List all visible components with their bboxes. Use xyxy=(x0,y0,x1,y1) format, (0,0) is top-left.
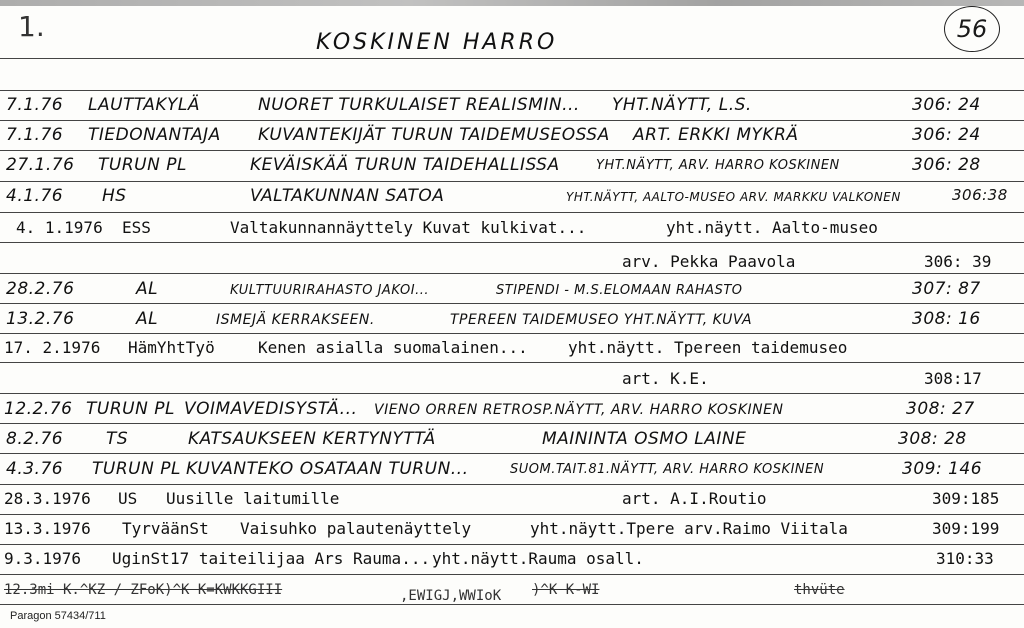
entry-ref: 309:199 xyxy=(932,519,1000,538)
entry-source: TIEDONANTAJA xyxy=(88,125,221,145)
entry-ref: 306: 24 xyxy=(912,95,981,115)
entry-date: 4.3.76 xyxy=(6,459,64,479)
entry-ref: 306:38 xyxy=(952,186,1008,204)
entry-text: KUVANTEKIJÄT TURUN TAIDEMUSEOSSA xyxy=(258,125,610,145)
entry-source: AL xyxy=(136,309,159,329)
entry-note: YHT.NÄYTT, AALTO-MUSEO ARV. MARKKU VALKONEN xyxy=(566,190,901,204)
entry-date: 13.2.76 xyxy=(6,309,75,329)
entry-text: NUORET TURKULAISET REALISMIN... xyxy=(258,95,580,115)
rule-line xyxy=(0,212,1024,213)
rule-line xyxy=(0,362,1024,363)
circled-number: 56 xyxy=(944,6,1000,52)
entry-date: 9.3.1976 xyxy=(4,549,82,568)
entry-ref: 306: 24 xyxy=(912,125,981,145)
entry-text: VOIMAVEDISYSTÄ... xyxy=(184,399,358,419)
entry-note: STIPENDI - M.S.ELOMAAN RAHASTO xyxy=(496,283,743,298)
entry-note: YHT.NÄYTT, L.S. xyxy=(612,95,752,115)
entry-note: VIENO ORREN RETROSP.NÄYTT, ARV. HARRO KOSKINEN xyxy=(374,402,784,418)
entry-note: MAININTA OSMO LAINE xyxy=(542,429,747,449)
rule-line xyxy=(0,303,1024,304)
entry-ref: 309:185 xyxy=(932,489,1000,508)
entry-source: TS xyxy=(106,429,129,449)
entry-ref: 310:33 xyxy=(936,549,994,568)
rule-line xyxy=(0,242,1024,243)
entry-note: art. K.E. xyxy=(622,369,709,388)
entry-note: yht.näytt. Aalto-museo xyxy=(666,218,878,237)
rule-line xyxy=(0,90,1024,91)
entry-ref: 307: 87 xyxy=(912,279,981,299)
entry-date: 13.3.1976 xyxy=(4,519,91,538)
card-title: KOSKINEN HARRO xyxy=(316,30,558,55)
entry-note: SUOM.TAIT.81.NÄYTT, ARV. HARRO KOSKINEN xyxy=(510,462,825,477)
card-number: 1. xyxy=(18,10,45,43)
printer-imprint: Paragon 57434/711 xyxy=(10,610,106,622)
entry-text: 17 taiteilijaa Ars Rauma... xyxy=(170,549,431,568)
entry-source: TURUN PL xyxy=(98,155,187,175)
entry-note: yht.näytt.Rauma osall. xyxy=(432,549,644,568)
entry-source: LAUTTAKYLÄ xyxy=(88,95,201,115)
entry-date: 8.2.76 xyxy=(6,429,64,449)
entry-text: KEVÄISKÄÄ TURUN TAIDEHALLISSA xyxy=(250,155,560,175)
rule-line xyxy=(0,393,1024,394)
entry-date: 27.1.76 xyxy=(6,155,75,175)
entry-source: UginSt xyxy=(112,549,170,568)
entry-text: VALTAKUNNAN SATOA xyxy=(250,186,445,206)
entry-note: TPEREEN TAIDEMUSEO YHT.NÄYTT, KUVA xyxy=(450,312,753,328)
rule-line xyxy=(0,150,1024,151)
entry-source: TyrväänSt xyxy=(122,519,209,538)
entry-note: art. A.I.Routio xyxy=(622,489,767,508)
rule-line xyxy=(0,181,1024,182)
entry-note: yht.näytt. Tpereen taidemuseo xyxy=(568,338,848,357)
entry-source: HämYhtTyö xyxy=(128,338,215,357)
entry-date: 7.1.76 xyxy=(6,95,64,115)
entry-text: Uusille laitumille xyxy=(166,489,340,508)
entry-date: 28.3.1976 xyxy=(4,489,91,508)
entry-ref: 308:17 xyxy=(924,369,982,388)
entry-text: Valtakunnannäyttely Kuvat kulkivat... xyxy=(230,218,587,237)
rule-line xyxy=(0,574,1024,575)
entry-source: US xyxy=(118,489,138,508)
garbled-line-part: )^K K-WI xyxy=(532,582,600,598)
scan-edge xyxy=(0,0,1024,6)
rule-line xyxy=(0,423,1024,424)
entry-source: ESS xyxy=(122,218,151,237)
entry-note: yht.näytt.Tpere arv.Raimo Viitala xyxy=(530,519,848,538)
rule-line xyxy=(0,514,1024,515)
entry-date: 4.1.76 xyxy=(6,186,64,206)
entry-text: KUVANTEKO OSATAAN TURUN... xyxy=(186,459,469,479)
entry-text: Kenen asialla suomalainen... xyxy=(258,338,528,357)
rule-line xyxy=(0,544,1024,545)
entry-date: 7.1.76 xyxy=(6,125,64,145)
entry-source: AL xyxy=(136,279,159,299)
entry-note: arv. Pekka Paavola xyxy=(622,252,796,271)
entry-ref: 306: 39 xyxy=(924,252,992,271)
entry-source: TURUN PL xyxy=(92,459,181,479)
entry-text: KULTTUURIRAHASTO JAKOI... xyxy=(230,283,429,298)
entry-ref: 308: 27 xyxy=(906,399,975,419)
entry-ref: 308: 16 xyxy=(912,309,981,329)
rule-line xyxy=(0,120,1024,121)
entry-date: 12.2.76 xyxy=(4,399,73,419)
entry-note: ART. ERKKI MYKRÄ xyxy=(633,125,799,145)
entry-ref: 306: 28 xyxy=(912,155,981,175)
entry-date: 17. 2.1976 xyxy=(4,338,101,357)
entry-date: 4. 1.1976 xyxy=(16,218,103,237)
entry-text: ISMEJÄ KERRAKSEEN. xyxy=(216,312,375,328)
entry-ref: 308: 28 xyxy=(898,429,967,449)
entry-source: HS xyxy=(102,186,127,206)
rule-line xyxy=(0,484,1024,485)
rule-line xyxy=(0,58,1024,59)
entry-ref: 309: 146 xyxy=(902,459,983,479)
garbled-line-part: thvüte xyxy=(794,582,845,598)
entry-date: 28.2.76 xyxy=(6,279,75,299)
rule-line xyxy=(0,333,1024,334)
garbled-line-part: ,EWIGJ,WWIoK xyxy=(400,588,502,604)
entry-note: YHT.NÄYTT, ARV. HARRO KOSKINEN xyxy=(596,158,840,173)
rule-line xyxy=(0,604,1024,605)
entry-text: KATSAUKSEEN KERTYNYTTÄ xyxy=(188,429,436,449)
entry-source: TURUN PL xyxy=(86,399,175,419)
rule-line xyxy=(0,453,1024,454)
garbled-line-part: 12.3mi K.^KZ / ZFoK)^K K=KWKKGIII xyxy=(4,582,283,598)
rule-line xyxy=(0,273,1024,274)
entry-text: Vaisuhko palautenäyttely xyxy=(240,519,472,538)
